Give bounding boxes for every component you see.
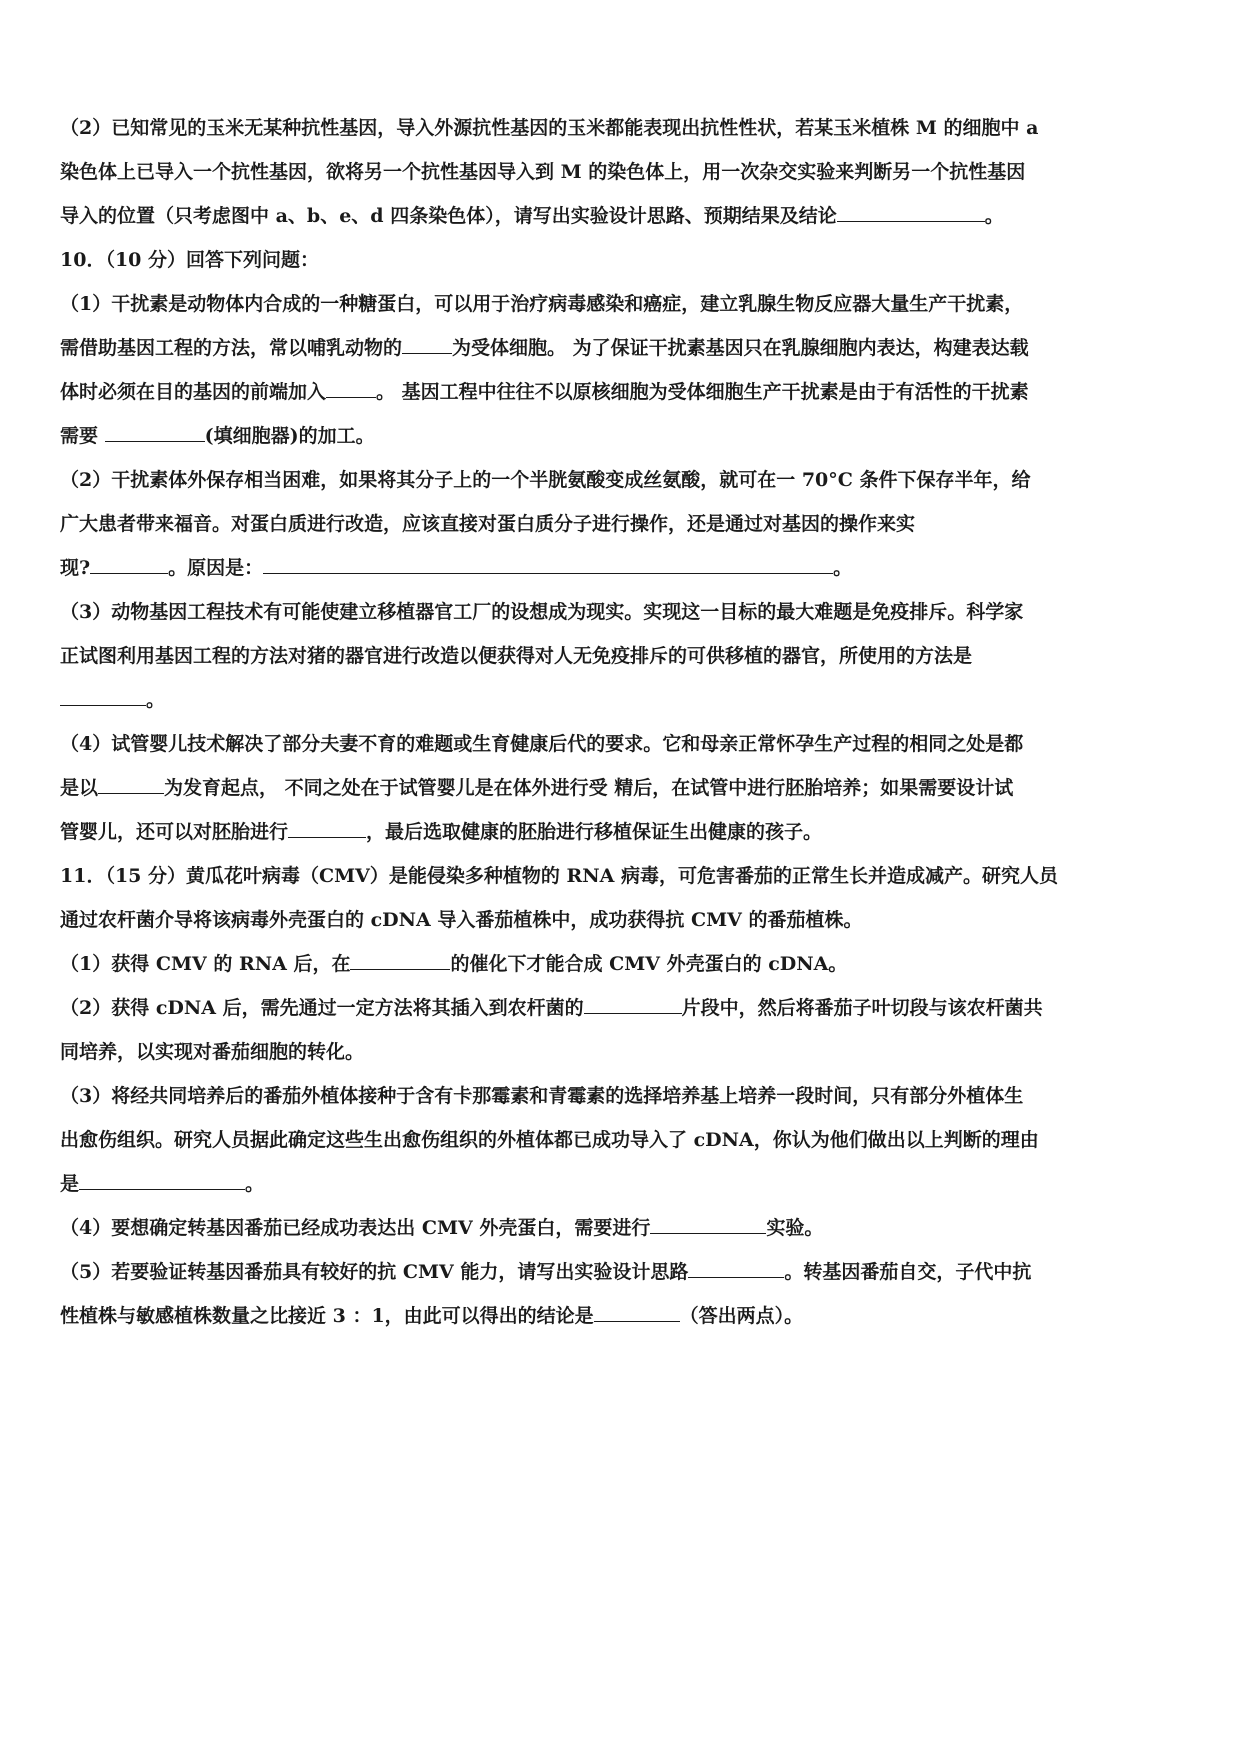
answer-blank[interactable] <box>594 1301 680 1322</box>
text-line: 导入的位置（只考虑图中 a、b、e、d 四条染色体），请写出实验设计思路、预期结果及结论 。 <box>60 201 1004 231</box>
text-line: （1）获得 CMV 的 RNA 后，在 的催化下才能合成 CMV 外壳蛋白的 cDNA。 <box>60 949 847 979</box>
text-line: （4）试管婴儿技术解决了部分夫妻不育的难题或生育健康后代的要求。它和母亲正常怀孕生产过程的相同之处是都 <box>60 733 1024 755</box>
text-line: （2）已知常见的玉米无某种抗性基因，导入外源抗性基因的玉米都能表现出抗性性状，若某玉米植株 M 的细胞中 a <box>60 117 1039 139</box>
text-line: （3）将经共同培养后的番茄外植体接种于含有卡那霉素和青霉素的选择培养基上培养一段时间，只有部分外植体生 <box>60 1085 1024 1107</box>
answer-blank[interactable] <box>326 377 376 398</box>
answer-blank[interactable] <box>90 553 168 574</box>
text-line: 现? 。原因是： 。 <box>60 553 852 583</box>
answer-blank[interactable] <box>350 949 450 970</box>
text-line: （4）要想确定转基因番茄已经成功表达出 CMV 外壳蛋白，需要进行 实验。 <box>60 1213 823 1243</box>
text-line: 出愈伤组织。研究人员据此确定这些生出愈伤组织的外植体都已成功导入了 cDNA，你认为他们做出以上判断的理由 <box>60 1129 1039 1151</box>
text-line: 是以 为发育起点， 不同之处在于试管婴儿是在体外进行受 精后，在试管中进行胚胎培养；如果需要设计试 <box>60 773 1013 803</box>
question-heading: 11．（15 分）黄瓜花叶病毒（CMV）是能侵染多种植物的 RNA 病毒，可危害番茄的正常生长并造成减产。研究人员 <box>60 865 1059 887</box>
text-line: 同培养，以实现对番茄细胞的转化。 <box>60 1041 365 1063</box>
answer-blank[interactable] <box>650 1213 766 1234</box>
text-line: （3）动物基因工程技术有可能使建立移植器官工厂的设想成为现实。实现这一目标的最大难题是免疫排斥。科学家 <box>60 601 1024 623</box>
answer-blank[interactable] <box>263 553 833 574</box>
text-line: （2）获得 cDNA 后，需先通过一定方法将其插入到农杆菌的 片段中，然后将番茄子叶切段与该农杆菌共 <box>60 993 1043 1023</box>
answer-blank[interactable] <box>837 201 985 222</box>
text-line: 需要 (填细胞器)的加工。 <box>60 421 375 451</box>
text-line: 正试图利用基因工程的方法对猪的器官进行改造以便获得对人无免疫排斥的可供移植的器官，所使用的方法是 <box>60 645 973 667</box>
text-line: 是 。 <box>60 1169 264 1199</box>
text-line: （2）干扰素体外保存相当困难，如果将其分子上的一个半胱氨酸变成丝氨酸，就可在一 70°C 条件下保存半年，给 <box>60 469 1031 491</box>
answer-blank[interactable] <box>60 685 146 706</box>
answer-blank[interactable] <box>402 333 452 354</box>
text-line: 性植株与敏感植株数量之比接近 3 ：1，由此可以得出的结论是 （答出两点）。 <box>60 1301 803 1331</box>
answer-blank[interactable] <box>288 817 366 838</box>
text-line: 体时必须在目的基因的前端加入 。 基因工程中往往不以原核细胞为受体细胞生产干扰素是由于有活性的干扰素 <box>60 377 1029 407</box>
question-heading: 10．（10 分）回答下列问题： <box>60 249 319 271</box>
text-line: （5）若要验证转基因番茄具有较好的抗 CMV 能力，请写出实验设计思路 。转基因番茄自交，子代中抗 <box>60 1257 1031 1287</box>
answer-blank[interactable] <box>105 421 205 442</box>
text-line: 染色体上已导入一个抗性基因，欲将另一个抗性基因导入到 M 的染色体上，用一次杂交实验来判断另一个抗性基因 <box>60 161 1026 183</box>
text-line: （1）干扰素是动物体内合成的一种糖蛋白，可以用于治疗病毒感染和癌症，建立乳腺生物反应器大量生产干扰素， <box>60 293 1024 315</box>
answer-blank[interactable] <box>688 1257 784 1278</box>
answer-blank[interactable] <box>79 1169 245 1190</box>
answer-blank[interactable] <box>98 773 164 794</box>
text-line: 广大患者带来福音。对蛋白质进行改造，应该直接对蛋白质分子进行操作，还是通过对基因的操作来实 <box>60 513 916 535</box>
text-line: 管婴儿，还可以对胚胎进行 ，最后选取健康的胚胎进行移植保证生出健康的孩子。 <box>60 817 822 847</box>
text-line: 。 <box>60 685 165 715</box>
text-line: 需借助基因工程的方法，常以哺乳动物的 为受体细胞。 为了保证干扰素基因只在乳腺细胞内表达，构建表达载 <box>60 333 1029 363</box>
answer-blank[interactable] <box>584 993 682 1014</box>
text-line: 通过农杆菌介导将该病毒外壳蛋白的 cDNA 导入番茄植株中，成功获得抗 CMV 的番茄植株。 <box>60 909 863 931</box>
